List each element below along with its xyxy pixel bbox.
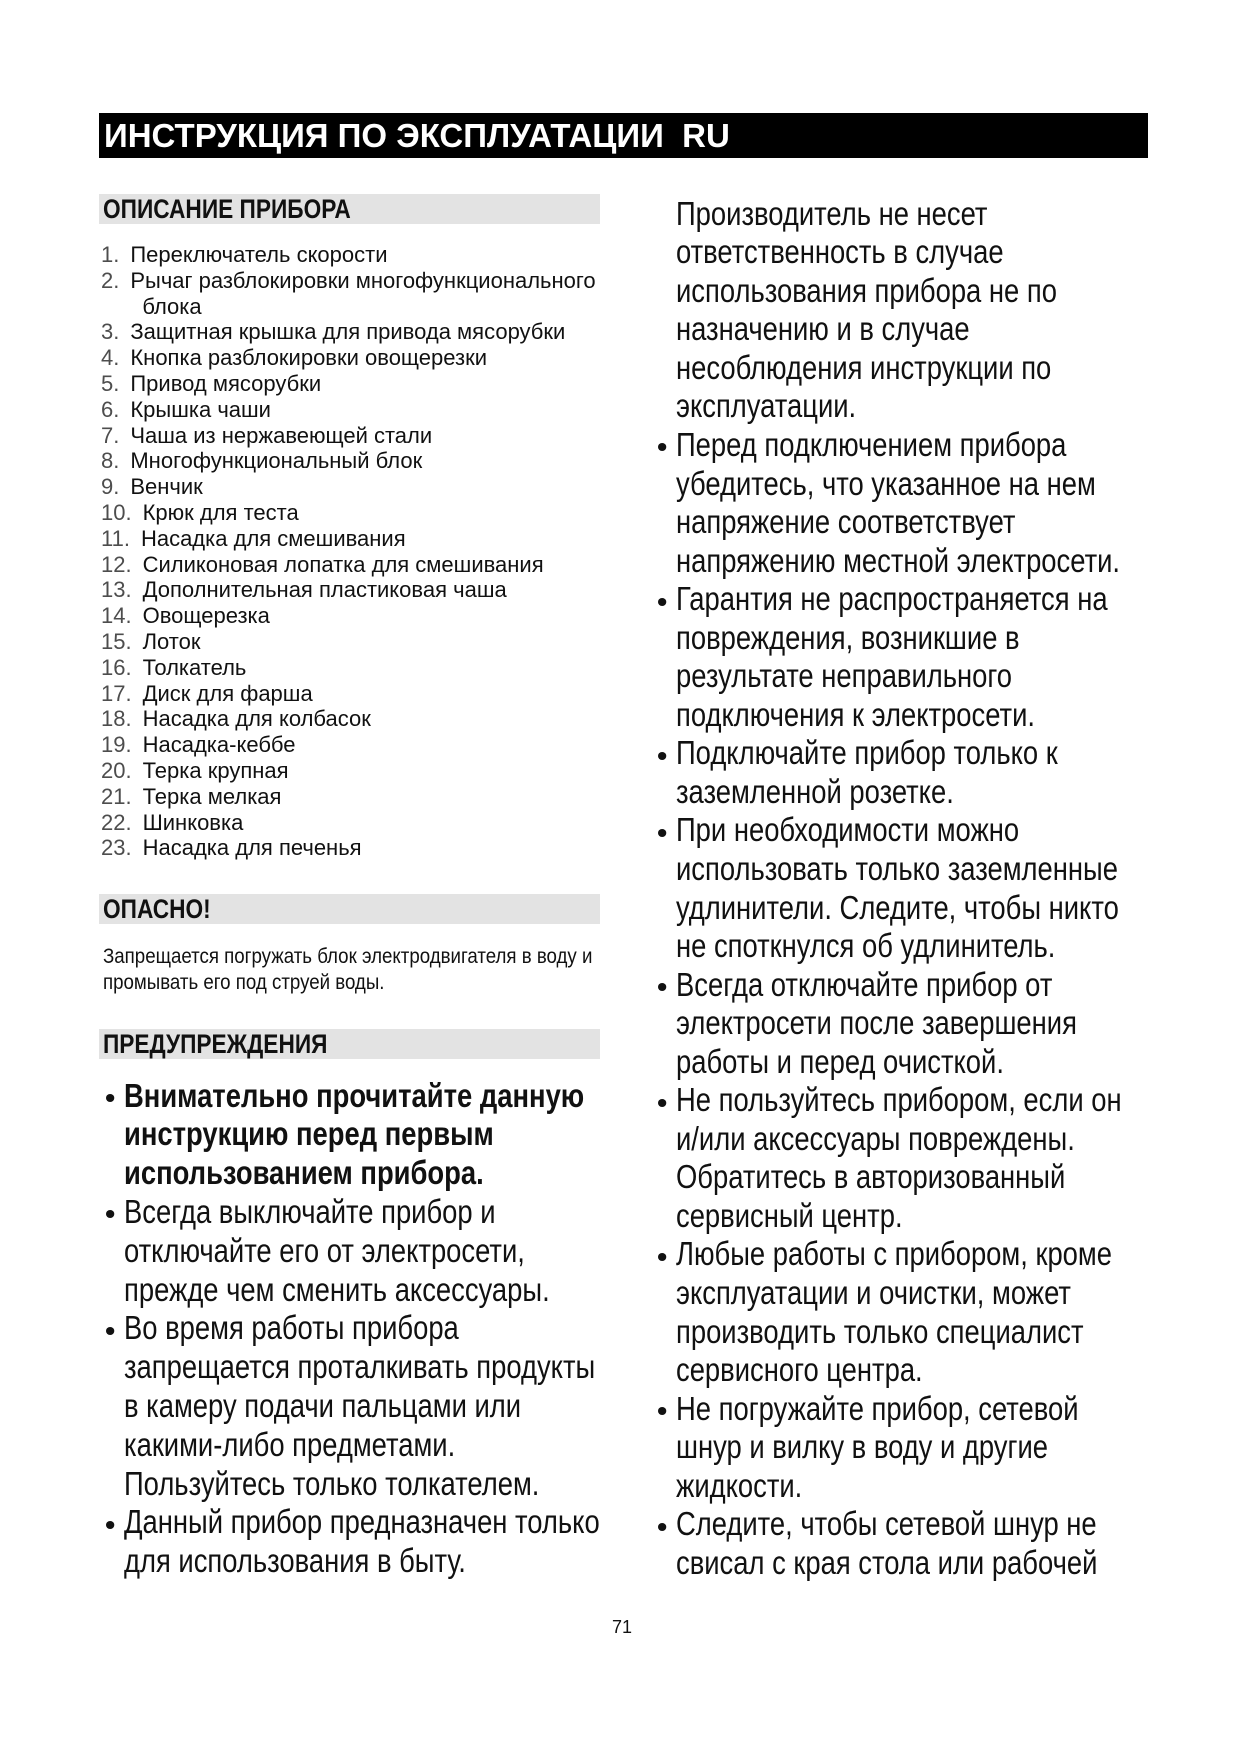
text-line: шнур и вилку в воду и другие: [676, 1428, 1049, 1466]
list-item-label: Овощерезка: [142, 603, 270, 629]
list-item-number: 2.: [101, 267, 120, 293]
text-line: Всегда выключайте прибор и: [124, 1192, 496, 1230]
bullet-item: [658, 1505, 1131, 1582]
list-item-label: Венчик: [130, 474, 203, 500]
text-line: несоблюдения инструкции по: [676, 348, 1052, 386]
list-item-number: 19.: [101, 732, 132, 758]
text-line: ответственность в случае: [676, 233, 1004, 271]
bullet-icon: [658, 443, 666, 451]
list-item: [101, 474, 645, 500]
list-item-number: 13.: [101, 577, 132, 603]
list-item: [101, 319, 645, 345]
list-item-label: Кнопка разблокировки овощерезки: [130, 345, 488, 371]
text-line: использовать только заземленные: [676, 849, 1118, 887]
list-item: [101, 784, 645, 810]
list-item: [101, 500, 645, 526]
text-line: производить только специалист: [676, 1312, 1084, 1350]
list-item-number: 1.: [101, 242, 120, 267]
text-line: результате неправильного: [676, 657, 1013, 695]
list-item-label: Защитная крышка для привода мясорубки: [130, 319, 566, 345]
bullet-item: [658, 426, 1131, 580]
title-bar: [99, 113, 1148, 158]
bullet-icon: [658, 983, 666, 991]
list-item: [101, 835, 645, 861]
list-item-number: 5.: [101, 370, 120, 396]
text-line: сервисный центр.: [676, 1196, 903, 1234]
text-line: электросети после завершения: [676, 1004, 1077, 1042]
section-title: ОПИСАНИЕ ПРИБОРА: [103, 194, 351, 224]
text-line: Подключайте прибор только к: [676, 734, 1058, 772]
text-line: подключения к электросети.: [676, 695, 1035, 733]
list-item-number: 9.: [101, 474, 120, 500]
bullet-icon: [658, 829, 666, 837]
list-item-label: Переключатель скорости: [130, 242, 388, 267]
section-title: ПРЕДУПРЕЖДЕНИЯ: [103, 1029, 328, 1059]
bullet-icon: [658, 1407, 666, 1415]
text-line: удлинители. Следите, чтобы никто: [676, 888, 1119, 926]
list-item-number: 20.: [101, 757, 132, 783]
bullet-item: [658, 1081, 1131, 1235]
text-line: какими-либо предметами.: [124, 1425, 456, 1463]
text-line: Запрещается погружать блок электродвигателя в воду и: [103, 945, 593, 968]
bullet-item: [658, 1235, 1131, 1389]
list-item: [101, 526, 645, 552]
text-line: Не пользуйтесь прибором, если он: [676, 1081, 1122, 1119]
section-header-description: [99, 194, 600, 224]
list-item-number: 18.: [101, 706, 132, 732]
bullet-icon: [658, 1099, 666, 1107]
bullet-item: [106, 1503, 621, 1581]
bullet-item: [106, 1193, 621, 1309]
list-item-label: Шинковка: [142, 809, 244, 835]
bullet-icon: [106, 1521, 114, 1529]
bullet-item: [658, 580, 1131, 734]
list-item-number: 7.: [101, 422, 120, 448]
warnings-right-column: [658, 195, 1131, 1583]
bullet-icon: [658, 598, 666, 606]
text-line: использованием прибора.: [124, 1154, 484, 1192]
list-item-label: Терка мелкая: [142, 783, 282, 809]
list-item-number: 15.: [101, 628, 132, 654]
text-line: Обратитесь в авторизованный: [676, 1158, 1066, 1196]
list-item: [101, 397, 645, 423]
list-item-number: 17.: [101, 680, 132, 706]
text-line: и/или аксессуары повреждены.: [676, 1119, 1075, 1157]
text-line: заземленной розетке.: [676, 772, 954, 810]
text-line: Данный прибор предназначен только: [124, 1503, 600, 1541]
paragraph: [658, 195, 1131, 426]
list-item: [101, 577, 645, 603]
list-item-number: 10.: [101, 499, 132, 525]
list-item: [101, 655, 645, 681]
bullet-item: [658, 1390, 1131, 1506]
text-line: Производитель не несет: [676, 194, 988, 232]
page-number: 71: [611, 1617, 633, 1637]
parts-list: [101, 242, 645, 861]
list-item-number: 4.: [101, 345, 120, 371]
list-item-label: Силиконовая лопатка для смешивания: [142, 551, 544, 577]
section-header-warnings: [99, 1029, 600, 1059]
list-item-label: Дополнительная пластиковая чаша: [142, 577, 507, 603]
bullet-icon: [106, 1094, 114, 1102]
page-title: ИНСТРУКЦИЯ ПО ЭКСПЛУАТАЦИИ RU: [104, 117, 730, 154]
list-item-label: Насадка-кеббе: [142, 732, 296, 758]
list-item: [101, 732, 645, 758]
list-item-label: Диск для фарша: [142, 680, 313, 706]
text-line: повреждения, возникшие в: [676, 618, 1020, 656]
list-item-number: 22.: [101, 809, 132, 835]
list-item-label: Рычаг разблокировки многофункционального блока: [130, 267, 596, 319]
bullet-icon: [106, 1210, 114, 1218]
text-line: запрещается проталкивать продукты: [124, 1348, 596, 1386]
text-line: не споткнулся об удлинитель.: [676, 927, 1056, 965]
list-item-label: Крюк для теста: [142, 499, 299, 525]
list-item: [101, 552, 645, 578]
bullet-icon: [106, 1327, 114, 1335]
text-line: Любые работы с прибором, кроме: [676, 1235, 1112, 1273]
list-item-number: 8.: [101, 448, 120, 474]
text-line: Гарантия не распространяется на: [676, 580, 1108, 618]
list-item-label: Насадка для смешивания: [140, 525, 406, 551]
danger-text: [103, 944, 601, 996]
text-line: промывать его под струей воды.: [103, 971, 385, 994]
warnings-left-column: [106, 1077, 621, 1581]
list-item-label: Крышка чаши: [130, 396, 271, 422]
list-item-label: Привод мясорубки: [130, 370, 322, 396]
bullet-item: [658, 966, 1131, 1082]
text-line: убедитесь, что указанное на нем: [676, 464, 1096, 502]
text-line: напряжению местной электросети.: [676, 541, 1121, 579]
text-line: работы и перед очисткой.: [676, 1042, 1004, 1080]
list-item-number: 3.: [101, 319, 120, 345]
text-line: При необходимости можно: [676, 811, 1020, 849]
bullet-icon: [658, 752, 666, 760]
list-item-number: 23.: [101, 835, 132, 861]
list-item-label: Терка крупная: [142, 757, 289, 783]
list-item: [101, 423, 645, 449]
list-item-label: Чаша из нержавеющей стали: [130, 422, 433, 448]
text-line: инструкцию перед первым: [124, 1115, 494, 1153]
section-title: ОПАСНО!: [103, 894, 211, 924]
text-line: Во время работы прибора: [124, 1309, 459, 1347]
text-line: эксплуатации.: [676, 387, 857, 425]
list-item-number: 21.: [101, 783, 132, 809]
list-item: [101, 758, 645, 784]
list-item-label: Лоток: [142, 628, 201, 654]
list-item: [101, 706, 645, 732]
bullet-item: [658, 811, 1131, 965]
text-line: эксплуатации и очистки, может: [676, 1274, 1071, 1311]
list-item-label: Насадка для печенья: [142, 835, 362, 861]
bullet-icon: [658, 1523, 666, 1531]
list-item-number: 14.: [101, 603, 132, 629]
bullet-item: [658, 734, 1131, 811]
list-item: [101, 268, 645, 320]
text-line: напряжение соответствует: [676, 503, 1016, 541]
list-item-number: 12.: [101, 551, 132, 577]
list-item: [101, 371, 645, 397]
text-line: назначению и в случае: [676, 310, 970, 348]
text-line: Не погружайте прибор, сетевой: [676, 1389, 1079, 1427]
list-item: [101, 603, 645, 629]
list-item: [101, 681, 645, 707]
text-line: Всегда отключайте прибор от: [676, 965, 1053, 1003]
list-item-label: Толкатель: [142, 654, 247, 680]
list-item: [101, 448, 645, 474]
list-item-number: 11.: [101, 525, 130, 551]
bullet-icon: [658, 1253, 666, 1261]
text-line: Внимательно прочитайте данную: [124, 1076, 585, 1114]
list-item: [101, 810, 645, 836]
text-line: Следите, чтобы сетевой шнур не: [676, 1505, 1097, 1543]
list-item-label: Насадка для колбасок: [142, 706, 371, 732]
text-line: жидкости.: [676, 1466, 803, 1504]
list-item: [101, 345, 645, 371]
list-item-number: 16.: [101, 654, 132, 680]
text-line: отключайте его от электросети,: [124, 1231, 525, 1269]
text-line: в камеру подачи пальцами или: [124, 1386, 522, 1424]
text-line: Перед подключением прибора: [676, 425, 1067, 463]
bullet-item: [106, 1309, 621, 1503]
text-line: Пользуйтесь только толкателем.: [124, 1464, 540, 1502]
section-header-danger: [99, 894, 600, 924]
list-item: [101, 242, 645, 268]
bullet-item: [106, 1077, 621, 1193]
text-line: использования прибора не по: [676, 271, 1057, 309]
text-line: сервисного центра.: [676, 1351, 923, 1389]
list-item: [101, 629, 645, 655]
list-item-number: 6.: [101, 396, 120, 422]
text-line: свисал с края стола или рабочей: [676, 1543, 1098, 1581]
list-item-label: Многофункциональный блок: [130, 448, 423, 474]
text-line: прежде чем сменить аксессуары.: [124, 1270, 550, 1308]
text-line: для использования в быту.: [124, 1542, 466, 1580]
